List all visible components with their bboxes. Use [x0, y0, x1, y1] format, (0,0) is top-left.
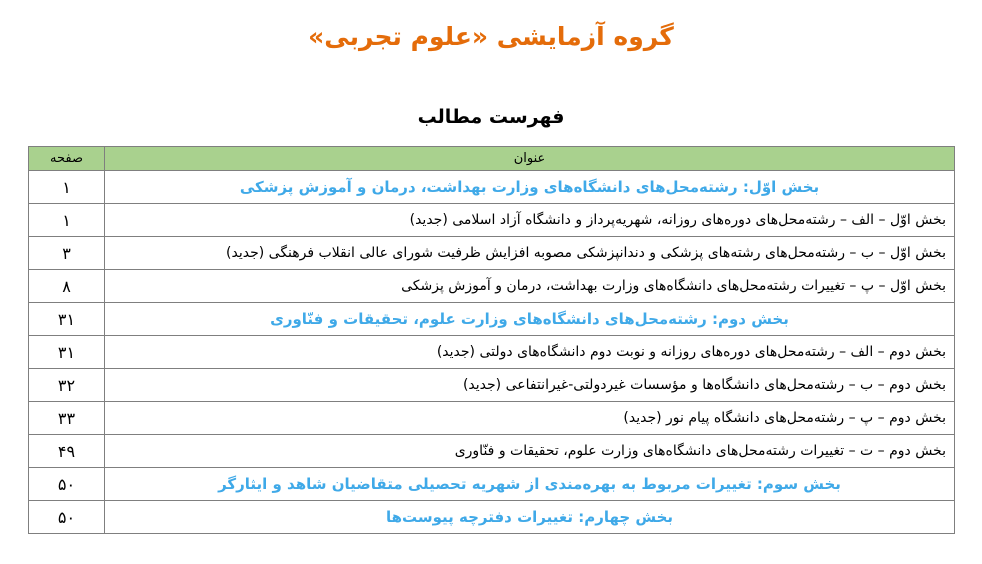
- toc-entry-page: ۴۹: [29, 435, 105, 468]
- toc-entry-page: ۵۰: [29, 468, 105, 501]
- toc-entry-title: بخش دوم – پ – رشته‌محل‌های دانشگاه پیام نور (جدید): [105, 402, 955, 435]
- page-title: گروه آزمایشی «علوم تجربی»: [308, 22, 674, 51]
- toc-entry-title: بخش اوّل – ب – رشته‌محل‌های رشته‌های پزشکی و دندانپزشکی مصوبه افزایش ظرفیت شورای عالی انقلاب فرهنگی (جدید): [105, 237, 955, 270]
- toc-body: [29, 171, 955, 534]
- toc-item-row[interactable]: [29, 204, 955, 237]
- toc-item-row[interactable]: [29, 270, 955, 303]
- toc-entry-page: ۱: [29, 204, 105, 237]
- toc-entry-title: بخش اوّل – پ – تغییرات رشته‌محل‌های دانشگاه‌های وزارت بهداشت، درمان و آموزش پزشکی: [105, 270, 955, 303]
- toc-item-row[interactable]: [29, 402, 955, 435]
- page-column-header: صفحه: [29, 147, 105, 171]
- toc-entry-title: بخش اوّل: رشته‌محل‌های دانشگاه‌های وزارت بهداشت، درمان و آموزش پزشکی: [105, 171, 955, 204]
- toc-item-row[interactable]: [29, 435, 955, 468]
- toc-item-row[interactable]: [29, 336, 955, 369]
- toc-entry-title: بخش دوم – ت – تغییرات رشته‌محل‌های دانشگاه‌های وزارت علوم، تحقیقات و فنّاوری: [105, 435, 955, 468]
- toc-entry-title: بخش چهارم: تغییرات دفترچه پیوست‌ها: [105, 501, 955, 534]
- toc-section-row[interactable]: [29, 468, 955, 501]
- toc-section-row[interactable]: [29, 501, 955, 534]
- toc-entry-page: ۳: [29, 237, 105, 270]
- toc-entry-page: ۳۲: [29, 369, 105, 402]
- toc-header-row: [29, 147, 955, 171]
- toc-entry-page: ۵۰: [29, 501, 105, 534]
- title-column-header: عنوان: [105, 147, 955, 171]
- toc-entry-title: بخش دوم: رشته‌محل‌های دانشگاه‌های وزارت علوم، تحقیقات و فنّاوری: [105, 303, 955, 336]
- toc-table: [28, 146, 955, 534]
- toc-item-row[interactable]: [29, 237, 955, 270]
- toc-entry-title: بخش اوّل – الف – رشته‌محل‌های دوره‌های روزانه، شهریه‌پرداز و دانشگاه آزاد اسلامی (جدید): [105, 204, 955, 237]
- toc-entry-title: بخش سوم: تغییرات مربوط به بهره‌مندی از شهریه تحصیلی متقاضیان شاهد و ایثارگر: [105, 468, 955, 501]
- toc-section-row[interactable]: [29, 303, 955, 336]
- toc-section-row[interactable]: [29, 171, 955, 204]
- toc-entry-page: ۳۱: [29, 303, 105, 336]
- toc-title: فهرست مطالب: [417, 106, 565, 128]
- toc-entry-page: ۸: [29, 270, 105, 303]
- toc-entry-page: ۳۱: [29, 336, 105, 369]
- toc-item-row[interactable]: [29, 369, 955, 402]
- toc-entry-title: بخش دوم – الف – رشته‌محل‌های دوره‌های روزانه و نوبت دوم دانشگاه‌های دولتی (جدید): [105, 336, 955, 369]
- toc-entry-title: بخش دوم – ب – رشته‌محل‌های دانشگاه‌ها و مؤسسات غیردولتی-غیرانتفاعی (جدید): [105, 369, 955, 402]
- toc-entry-page: ۱: [29, 171, 105, 204]
- toc-entry-page: ۳۳: [29, 402, 105, 435]
